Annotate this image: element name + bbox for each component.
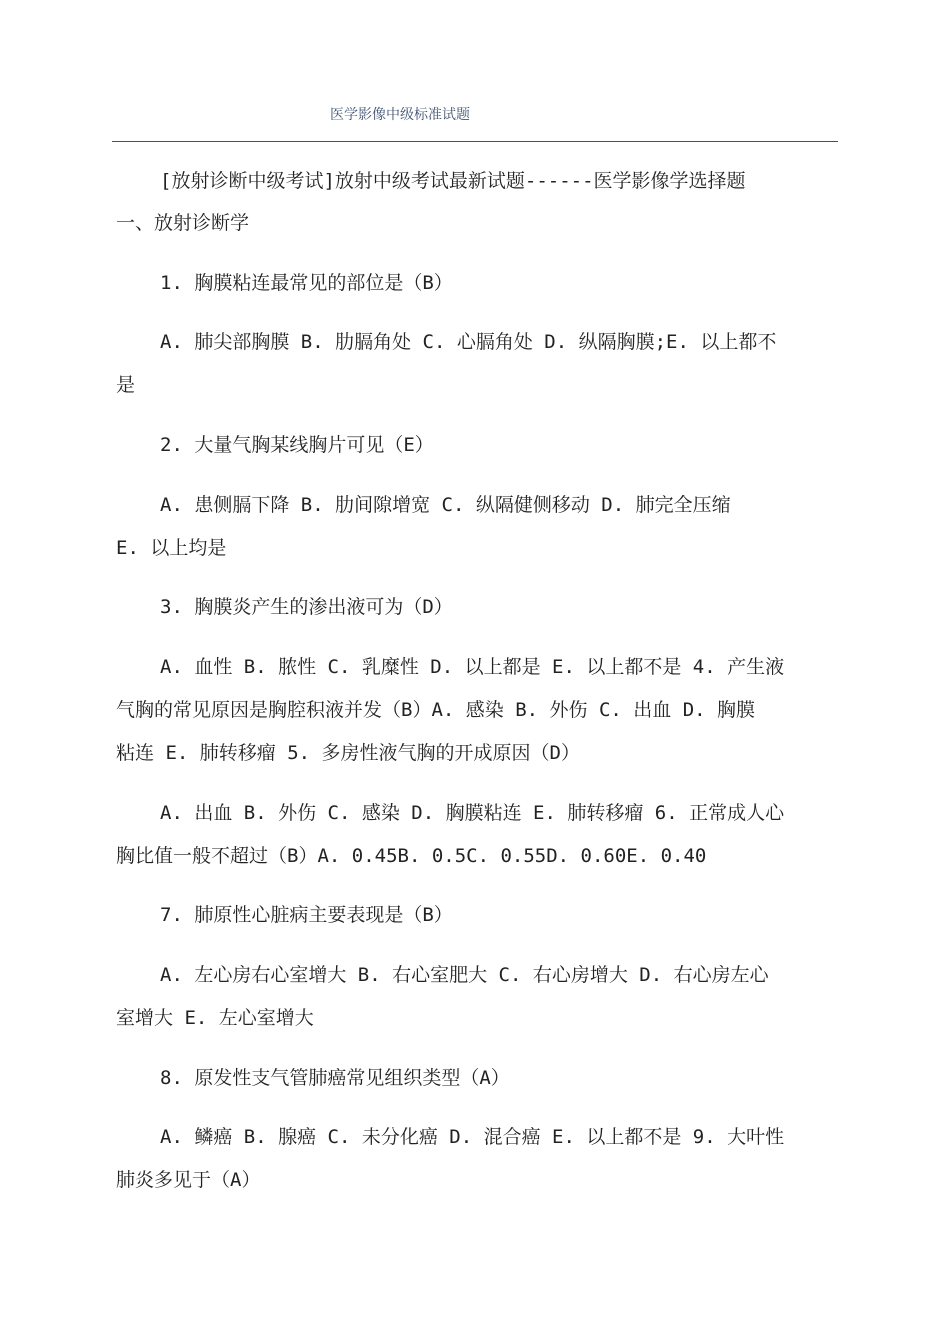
options-line-continued: 气胸的常见原因是胸腔积液并发（B）A. 感染 B. 外伤 C. 出血 D. 胸膜 [116,699,756,721]
options-line-continued: 胸比值一般不超过（B）A. 0.45B. 0.5C. 0.55D. 0.60E. 0.40 [116,845,707,867]
options-line: A. 肺尖部胸膜 B. 肋膈角处 C. 心膈角处 D. 纵隔胸膜;E. 以上都不 [160,331,777,353]
options-line-continued: 是 [116,374,136,396]
question-line: 1. 胸膜粘连最常见的部位是（B） [160,272,453,294]
options-line: A. 鳞癌 B. 腺癌 C. 未分化癌 D. 混合癌 E. 以上都不是 9. 大叶性 [160,1126,785,1148]
question-line: 3. 胸膜炎产生的渗出液可为（D） [160,596,453,618]
options-line: A. 左心房右心室增大 B. 右心室肥大 C. 右心房增大 D. 右心房左心 [160,964,769,986]
options-line: A. 血性 B. 脓性 C. 乳糜性 D. 以上都是 E. 以上都不是 4. 产生液 [160,656,785,678]
question-line: 2. 大量气胸某线胸片可见（E） [160,434,434,456]
options-line-continued: 室增大 E. 左心室增大 [116,1007,314,1029]
options-line: A. 患侧膈下降 B. 肋间隙增宽 C. 纵隔健侧移动 D. 肺完全压缩 [160,494,731,516]
question-line: 8. 原发性支气管肺癌常见组织类型（A） [160,1067,510,1089]
options-line-continued: 肺炎多见于（A） [116,1169,261,1191]
options-line: A. 出血 B. 外伤 C. 感染 D. 胸膜粘连 E. 肺转移瘤 6. 正常成人心 [160,802,785,824]
document-title-line: [放射诊断中级考试]放射中级考试最新试题------医学影像学选择题 [160,170,746,192]
section-heading: 一、放射诊断学 [116,212,250,234]
options-line-continued: 粘连 E. 肺转移瘤 5. 多房性液气胸的开成原因（D） [116,742,580,764]
page-header-title: 医学影像中级标准试题 [330,107,470,123]
options-line-continued: E. 以上均是 [116,537,227,559]
header-divider [112,141,838,142]
question-line: 7. 肺原性心脏病主要表现是（B） [160,904,453,926]
